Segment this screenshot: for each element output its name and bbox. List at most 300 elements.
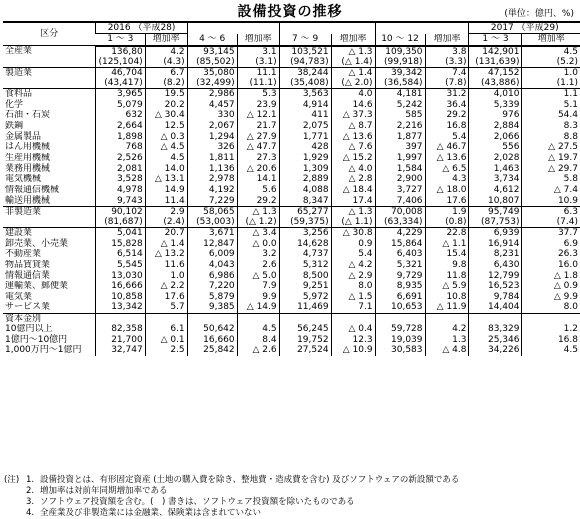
rate-cell: 1.0 [522,67,580,78]
amount-cell: 1,584 [375,163,425,174]
rate-cell: 5.8 [522,174,580,185]
rate-cell: 1.0 [145,270,187,281]
rate-cell: 19.5 [145,89,187,100]
rate-cell: (8.2) [145,78,187,89]
rate-header: 増加率 [331,34,375,46]
rate-cell: 4.0 [331,89,375,100]
rate-cell: △ 30.4 [145,110,187,121]
note-lead: (注) [4,475,20,485]
rate-cell: 8.0 [331,281,375,292]
rate-cell: 9.9 [237,292,279,303]
note-text: ソフトウェア投資額を含む。( ) 書きは、ソフトウェア投資額を除いたものである [40,497,355,507]
amount-cell: 585 [375,110,425,121]
amount-cell: 3,671 [187,228,237,239]
amount-cell: 14,404 [469,302,522,313]
rate-cell: (1.1) [522,78,580,89]
amount-cell: 428 [279,142,331,153]
amount-cell: 2,075 [279,121,331,132]
rate-cell: 4.3 [425,174,469,185]
rate-header: 増加率 [425,34,469,46]
amount-cell: 1,811 [187,153,237,164]
rate-cell: 37.7 [522,228,580,239]
rate-cell: 17.6 [425,195,469,206]
amount-cell: 12,847 [187,238,237,249]
year-2016-header: 2016 （平成28) [96,22,187,34]
amount-cell: 10,653 [375,302,425,313]
amount-cell: (63,334) [375,217,425,228]
unit-label: (単位：億円、%) [504,9,574,19]
amount-cell: 976 [469,110,522,121]
rate-cell: 31.2 [425,89,469,100]
table-row [3,110,580,121]
rate-cell: 6.1 [145,324,187,335]
amount-cell: 2,067 [187,121,237,132]
amount-cell: 90,102 [96,206,145,217]
note-text: 増加率は対前年同期増加率である [40,486,168,496]
rate-cell: △ 0.4 [331,324,375,335]
rate-cell: (7.8) [425,78,469,89]
row-label: 卸売業、小売業 [5,238,69,249]
rate-cell: △ 9.9 [522,292,580,303]
amount-cell: 632 [96,110,145,121]
amount-cell: 5,545 [96,260,145,271]
amount-cell: 35,080 [187,67,237,78]
rate-cell: 29.2 [425,110,469,121]
table-row [3,99,580,110]
amount-cell: 1,294 [187,131,237,142]
amount-cell: 2,216 [375,121,425,132]
rate-cell: △ 18.4 [331,185,375,196]
amount-cell: 2,884 [469,121,522,132]
table-row [3,249,580,260]
amount-cell [279,313,331,324]
rate-cell: 11.8 [425,270,469,281]
amount-cell: 4,612 [469,185,522,196]
period-header: 7 〜 9 [279,34,331,46]
amount-cell [96,313,145,324]
row-label: 物品賃貸業 [5,259,51,270]
amount-cell: 5,972 [279,292,331,303]
amount-cell: 16,660 [187,334,237,345]
rate-cell: 5.4 [331,249,375,260]
amount-cell: 4,914 [279,99,331,110]
amount-cell: 1,136 [187,163,237,174]
rate-cell: △ 3.4 [237,228,279,239]
rate-cell: △ 12.1 [237,110,279,121]
amount-cell: 6,939 [469,228,522,239]
rate-header: 増加率 [145,34,187,46]
amount-cell: 58,065 [187,206,237,217]
amount-cell: 46,704 [96,67,145,78]
rate-cell: 1.3 [425,334,469,345]
rate-cell: 20.2 [145,99,187,110]
row-label: はん用機械 [5,142,51,153]
rate-cell: △ 1.5 [331,292,375,303]
rate-cell: △ 0.3 [145,131,187,142]
amount-cell: 326 [187,142,237,153]
rate-cell: 54.4 [522,110,580,121]
amount-cell: 4,457 [187,99,237,110]
rate-cell: △ 27.5 [522,142,580,153]
year-2017-header: 2017 （平成29) [469,22,580,34]
amount-cell: 19,039 [375,334,425,345]
rate-cell: 1.9 [425,206,469,217]
rate-cell: 3.1 [237,46,279,57]
amount-cell: 13,030 [96,270,145,281]
rate-cell: △ 2.9 [331,270,375,281]
amount-cell: 3,256 [279,228,331,239]
amount-cell: 70,008 [375,206,425,217]
rate-cell: △ 13.1 [145,174,187,185]
rate-cell: △ 11.9 [425,302,469,313]
rate-cell: △ 7.6 [331,142,375,153]
rate-cell: △ 2.2 [145,281,187,292]
row-label: 業務用機械 [5,163,51,174]
amount-cell: (59,375) [279,217,331,228]
rate-cell: 12.3 [331,334,375,345]
rate-cell: 11.6 [145,260,187,271]
table-row [3,313,580,324]
table-row [3,185,580,196]
rate-cell: 6.7 [145,67,187,78]
note-number: 1. [26,475,35,485]
rate-cell [522,313,580,324]
row-label: 1,000万円〜1億円 [5,345,82,356]
amount-cell: 2,526 [96,153,145,164]
amount-cell: 11,469 [279,302,331,313]
amount-cell: 2,081 [96,163,145,174]
amount-cell: 14,628 [279,238,331,249]
amount-cell: 10,858 [96,292,145,303]
note-line [4,508,459,519]
amount-cell: 103,521 [279,46,331,57]
table-row [3,142,580,153]
amount-cell: 34,226 [469,345,522,356]
row-label: 製造業 [3,67,96,78]
table-row [3,121,580,132]
rate-cell [425,313,469,324]
amount-cell: 6,403 [375,249,425,260]
amount-cell: 4,978 [96,185,145,196]
amount-cell: 27,524 [279,345,331,356]
amount-cell: (35,408) [279,78,331,89]
rate-cell: (11.1) [237,78,279,89]
rate-cell: 14.9 [145,185,187,196]
note-number: 3. [26,497,35,507]
rate-cell: △ 2.8 [331,174,375,185]
rate-cell: △ 2.6 [237,345,279,356]
amount-cell: 3,528 [96,174,145,185]
rate-cell: 4.5 [522,345,580,356]
rate-header: 増加率 [522,34,580,46]
amount-cell: 109,350 [375,46,425,57]
amount-cell: 9,251 [279,281,331,292]
rate-cell: △ 0.1 [145,334,187,345]
amount-cell: 1,877 [375,131,425,142]
rate-cell: △ 20.6 [237,163,279,174]
row-label: 鉄鋼 [5,120,24,131]
amount-cell: 330 [187,110,237,121]
rate-cell: 17.4 [331,195,375,206]
rate-cell: 10.8 [425,292,469,303]
rate-cell: 11.4 [145,195,187,206]
table-row [3,174,580,185]
rate-cell: 5.1 [522,99,580,110]
rate-cell: △ 5.0 [237,270,279,281]
amount-cell: 5,079 [96,99,145,110]
table-row [3,324,580,335]
amount-cell: 5,339 [469,99,522,110]
rate-cell: △ 0.0 [237,238,279,249]
amount-cell: 39,342 [375,67,425,78]
table-row [3,131,580,142]
row-label: 非製造業 [3,206,96,217]
amount-cell: 32,747 [96,345,145,356]
amount-cell: 397 [375,142,425,153]
amount-cell: 56,245 [279,324,331,335]
amount-cell: 8,935 [375,281,425,292]
amount-cell: 3,965 [96,89,145,100]
rate-cell: △ 37.3 [331,110,375,121]
amount-cell: 2,664 [96,121,145,132]
amount-cell: 95,749 [469,206,522,217]
row-label: 金属製品 [5,131,42,142]
notes-section [4,475,459,519]
amount-cell: (43,886) [469,78,522,89]
table-row [3,334,580,345]
rate-cell: △ 46.7 [425,142,469,153]
rate-cell: 5.7 [145,302,187,313]
amount-cell: 6,430 [469,260,522,271]
rate-cell: △ 14.9 [237,302,279,313]
note-line [4,475,459,486]
row-label: 1億円〜10億円 [5,334,68,345]
table-row [3,281,580,292]
rate-cell: 8.0 [522,302,580,313]
row-label: 資本金別 [3,313,96,324]
rate-cell: (△ 2.0) [331,78,375,89]
amount-cell: 93,145 [187,46,237,57]
rate-cell: △ 1.3 [331,206,375,217]
amount-cell: (99,918) [375,57,425,68]
amount-cell: 9,385 [187,302,237,313]
rate-cell: △ 30.8 [331,228,375,239]
amount-cell: 19,752 [279,334,331,345]
amount-cell: 4,229 [375,228,425,239]
rate-cell: 15.4 [425,249,469,260]
rate-cell: (3.1) [237,57,279,68]
rate-cell: 7.9 [237,281,279,292]
rate-header: 増加率 [237,34,279,46]
rate-cell: △ 10.9 [331,345,375,356]
table-row [3,89,580,100]
table-row [3,302,580,313]
rate-cell: 36.4 [425,99,469,110]
amount-cell: 15,864 [375,238,425,249]
rate-cell: 5.6 [237,185,279,196]
amount-cell: 4,088 [279,185,331,196]
amount-cell: 5,041 [96,228,145,239]
amount-cell [187,313,237,324]
amount-cell: 556 [469,142,522,153]
row-label: 不動産業 [5,249,42,260]
rate-cell: (△ 1.2) [237,217,279,228]
table-row [3,206,580,217]
row-label: 輸送用機械 [5,195,51,206]
rate-cell: △ 1.3 [237,206,279,217]
page-title: 設備投資の推移 [237,4,343,20]
amount-cell: 3,563 [279,89,331,100]
amount-cell: 30,583 [375,345,425,356]
table-row [3,270,580,281]
table-row [3,46,580,57]
row-label [3,57,96,68]
amount-cell: 1,463 [469,163,522,174]
note-text: 設備投資とは、有形固定資産 (土地の購入費を除き、整地費・造成費を含む) 及びソフトウェアの新設額である [40,475,460,485]
table-row [3,57,580,68]
rate-cell: 1.1 [522,89,580,100]
amount-cell: 4,010 [469,89,522,100]
row-label: 情報通信業 [5,270,51,281]
amount-cell: 9,743 [96,195,145,206]
rate-cell: 4.2 [145,46,187,57]
amount-cell: 16,914 [469,238,522,249]
amount-cell: 4,181 [375,89,425,100]
rate-cell: 20.7 [145,228,187,239]
amount-cell: 21,700 [96,334,145,345]
rate-cell: 3.2 [237,249,279,260]
rate-cell: (0.8) [425,217,469,228]
amount-cell: (85,502) [187,57,237,68]
rate-cell: △ 0.9 [522,281,580,292]
table-body [3,46,580,356]
amount-cell: 5,321 [375,260,425,271]
rate-cell: △ 1.3 [331,46,375,57]
rate-cell: 4.5 [145,153,187,164]
amount-cell: 2,889 [279,174,331,185]
amount-cell: 12,799 [469,270,522,281]
rate-cell: 16.8 [425,121,469,132]
amount-cell: 13,342 [96,302,145,313]
row-label: 石油・石炭 [5,110,51,121]
rate-cell: 10.9 [522,195,580,206]
rate-cell: 9.8 [425,260,469,271]
rate-cell [237,313,279,324]
amount-cell: 5,879 [187,292,237,303]
amount-cell: 2,986 [187,89,237,100]
rate-cell: 2.6 [237,260,279,271]
amount-cell: 16,523 [469,281,522,292]
rate-cell: (3.3) [425,57,469,68]
table-row [3,163,580,174]
table-row [3,292,580,303]
rate-cell: 4.5 [237,324,279,335]
amount-cell: 3,734 [469,174,522,185]
amount-cell: 2,066 [469,131,522,142]
note-text: 全産業及び非製造業には金融業、保険業は含まれていない [40,508,262,518]
note-number: 4. [26,508,35,518]
note-number: 2. [26,486,35,496]
rate-cell: 6.9 [522,238,580,249]
rate-cell [331,313,375,324]
amount-cell: 6,986 [187,270,237,281]
amount-cell: 1,997 [375,153,425,164]
rate-cell: 22.8 [425,228,469,239]
amount-cell: 2,900 [375,174,425,185]
amount-cell: 6,009 [187,249,237,260]
rate-cell: 3.8 [425,46,469,57]
amount-cell: 7,229 [187,195,237,206]
amount-cell: 5,242 [375,99,425,110]
row-label: 10億円以上 [5,324,53,335]
amount-cell: 10,807 [469,195,522,206]
amount-cell: 411 [279,110,331,121]
amount-cell: 25,346 [469,334,522,345]
note-line [4,497,459,508]
amount-cell: (43,417) [96,78,145,89]
rate-cell: △ 4.5 [145,142,187,153]
amount-cell: 136,80 [96,46,145,57]
rate-cell: 8.8 [522,131,580,142]
amount-cell: 7,220 [187,281,237,292]
rate-cell: 21.7 [237,121,279,132]
rate-cell: 14.6 [331,99,375,110]
rate-cell: 29.2 [237,195,279,206]
rate-cell: △ 4.0 [331,163,375,174]
amount-cell: 47,152 [469,67,522,78]
rate-cell: 2.5 [145,345,187,356]
amount-cell: 9,784 [469,292,522,303]
amount-cell: 15,828 [96,238,145,249]
rate-cell: △ 13.2 [145,249,187,260]
table-row [3,67,580,78]
rate-cell: △ 13.6 [331,131,375,142]
rate-cell: 8.3 [522,121,580,132]
rate-cell: 16.0 [522,260,580,271]
amount-cell: 16,666 [96,281,145,292]
row-label [3,217,96,228]
rate-cell: △ 19.7 [522,153,580,164]
rate-cell: △ 29.7 [522,163,580,174]
amount-cell: 8,231 [469,249,522,260]
table-row [3,260,580,271]
amount-cell: 6,514 [96,249,145,260]
row-label: 運輸業、郵便業 [5,281,69,292]
rate-cell: △ 47.7 [237,142,279,153]
row-label: 全産業 [3,46,96,57]
table-row [3,228,580,239]
rate-cell: (2.4) [145,217,187,228]
rate-cell: 5.3 [237,89,279,100]
rate-cell: (5.2) [522,57,580,68]
rate-cell: △ 5.9 [425,281,469,292]
amount-cell: 1,929 [279,153,331,164]
row-label: 電気機械 [5,174,42,185]
row-label: 化学 [5,99,24,110]
rate-cell: 27.3 [237,153,279,164]
header-row-years [3,22,580,34]
amount-cell: 1,898 [96,131,145,142]
rate-cell: 12.5 [145,121,187,132]
rate-cell: 11.1 [237,67,279,78]
rate-cell: 16.8 [522,334,580,345]
amount-cell: (36,584) [375,78,425,89]
period-header: 1 〜 3 [96,34,145,46]
amount-cell: (81,687) [96,217,145,228]
amount-cell: (32,499) [187,78,237,89]
rate-cell: △ 1.8 [522,270,580,281]
amount-cell: 2,978 [187,174,237,185]
